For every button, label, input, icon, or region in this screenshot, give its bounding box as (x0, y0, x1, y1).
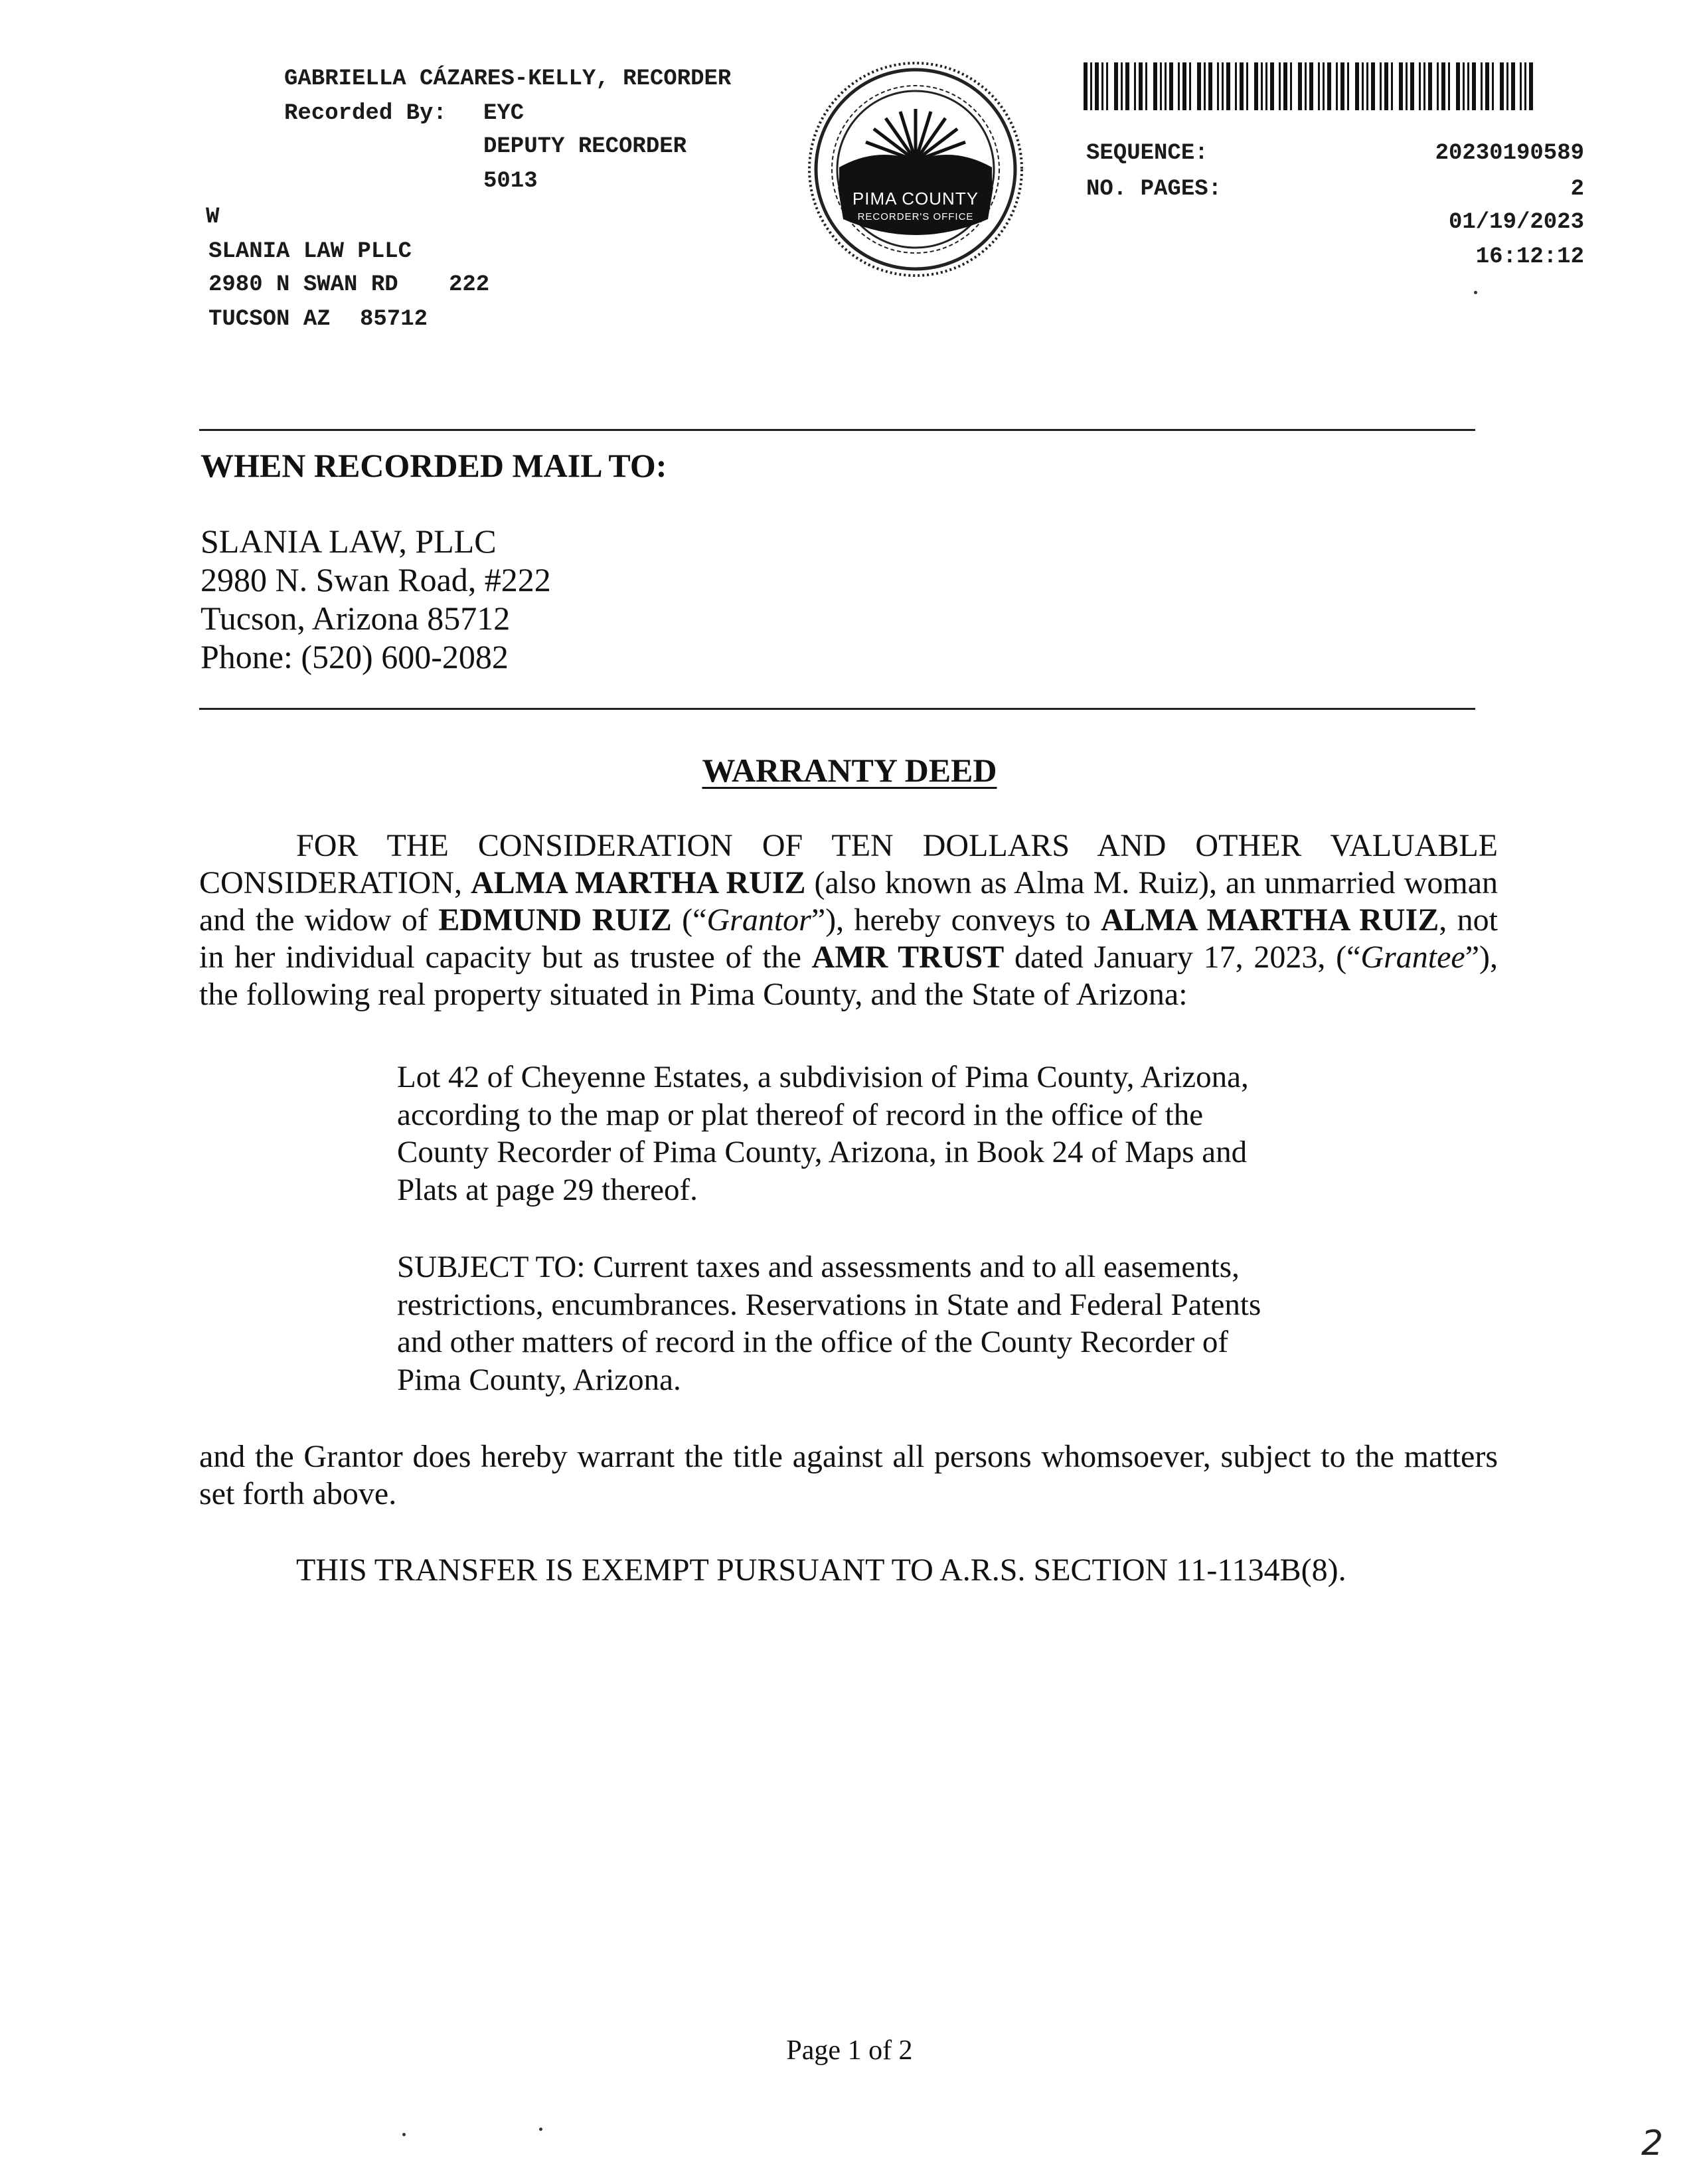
deputy-id: 5013 (483, 169, 538, 194)
grantee-name: ALMA MARTHA RUIZ (1101, 902, 1439, 938)
divider-top (199, 429, 1475, 431)
exemption-statement: THIS TRANSFER IS EXEMPT PURSUANT TO A.R.S. SECTION 11-1134B(8). (296, 1553, 1346, 1588)
document-code: W (206, 205, 220, 230)
p1-e: , not in her individual capacity but as trustee of the (199, 902, 1498, 975)
grantor-name: ALMA MARTHA RUIZ (471, 865, 806, 900)
mail-to-line4: Phone: (520) 600-2082 (201, 638, 509, 675)
return-street: 2980 N SWAN RD (208, 272, 398, 297)
deed-title: WARRANTY DEED (702, 752, 997, 789)
legal-line4: Plats at page 29 thereof. (397, 1172, 698, 1207)
widow-name: EDMUND RUIZ (438, 902, 672, 938)
deed-title-wrap (0, 749, 1699, 792)
legal-line2: according to the map or plat thereof of record in the office of the (397, 1097, 1204, 1132)
conveyance-paragraph (199, 827, 1498, 1013)
pages-value: 2 (1570, 177, 1584, 202)
recorded-by-value: EYC (483, 101, 525, 126)
return-city: TUCSON AZ (208, 307, 331, 332)
legal-description (397, 1058, 1327, 1209)
subject-line4: Pima County, Arizona. (397, 1362, 681, 1397)
p1-g: ”), the following real property situated in Pima County, and the State of Arizona: (199, 940, 1498, 1012)
p1-b: (also known as Alma M. Ruiz), an unmarried woman and the widow of (199, 865, 1498, 938)
recorded-time: 16:12:12 (1475, 244, 1584, 270)
warranty-paragraph: and the Grantor does hereby warrant the title against all persons whomsoever, subject to the matters set forth above. (199, 1439, 1498, 1511)
scan-speck (539, 2128, 542, 2131)
page-number: Page 1 of 2 (786, 2035, 913, 2066)
subject-line3: and other matters of record in the office of the County Recorder of (397, 1325, 1229, 1359)
p1-d: ”), hereby conveys to (811, 902, 1101, 938)
seal-top-text: PIMA COUNTY (852, 189, 979, 209)
recorded-date: 01/19/2023 (1448, 210, 1584, 235)
return-name: SLANIA LAW PLLC (208, 239, 412, 264)
scan-speck (1474, 291, 1477, 294)
subject-line1: SUBJECT TO: Current taxes and assessments and to all easements, (397, 1250, 1240, 1284)
return-zip: 85712 (360, 307, 428, 332)
mail-to-line1: SLANIA LAW, PLLC (201, 523, 497, 560)
legal-line3: County Recorder of Pima County, Arizona, in Book 24 of Maps and (397, 1135, 1248, 1169)
county-seal-graphic (807, 61, 1024, 278)
mail-to-heading: WHEN RECORDED MAIL TO: (201, 447, 667, 484)
return-suite: 222 (449, 272, 490, 297)
trust-name: AMR TRUST (811, 940, 1005, 975)
deputy-recorder: DEPUTY RECORDER (483, 134, 687, 159)
subject-to (397, 1248, 1327, 1398)
pages-label: NO. PAGES: (1086, 177, 1222, 202)
seal-bottom-text: RECORDER'S OFFICE (857, 211, 974, 222)
divider-bottom (199, 708, 1475, 710)
p1-c: (“ (671, 902, 707, 938)
mail-to-line2: 2980 N. Swan Road, #222 (201, 561, 551, 598)
sequence-label: SEQUENCE: (1086, 141, 1208, 166)
grantee-term: Grantee (1360, 940, 1465, 975)
county-seal (807, 61, 1024, 278)
recorded-by-label: Recorded By: (284, 101, 447, 126)
handwritten-page-mark: 2 (1641, 2124, 1664, 2163)
scan-speck (402, 2133, 406, 2136)
p1-a: FOR THE CONSIDERATION OF TEN DOLLARS AND OTHER VALUABLE CONSIDERATION, (199, 828, 1498, 900)
mail-to-line3: Tucson, Arizona 85712 (201, 600, 511, 637)
grantor-term: Grantor (706, 902, 811, 938)
legal-line1: Lot 42 of Cheyenne Estates, a subdivision of Pima County, Arizona, (397, 1060, 1249, 1094)
sequence-value: 20230190589 (1435, 141, 1584, 166)
recorder-name: GABRIELLA CÁZARES-KELLY, RECORDER (284, 66, 732, 92)
p1-f: dated January 17, 2023, (“ (1004, 940, 1361, 975)
barcode (1084, 62, 1535, 110)
subject-line2: restrictions, encumbrances. Reservations in State and Federal Patents (397, 1287, 1261, 1322)
